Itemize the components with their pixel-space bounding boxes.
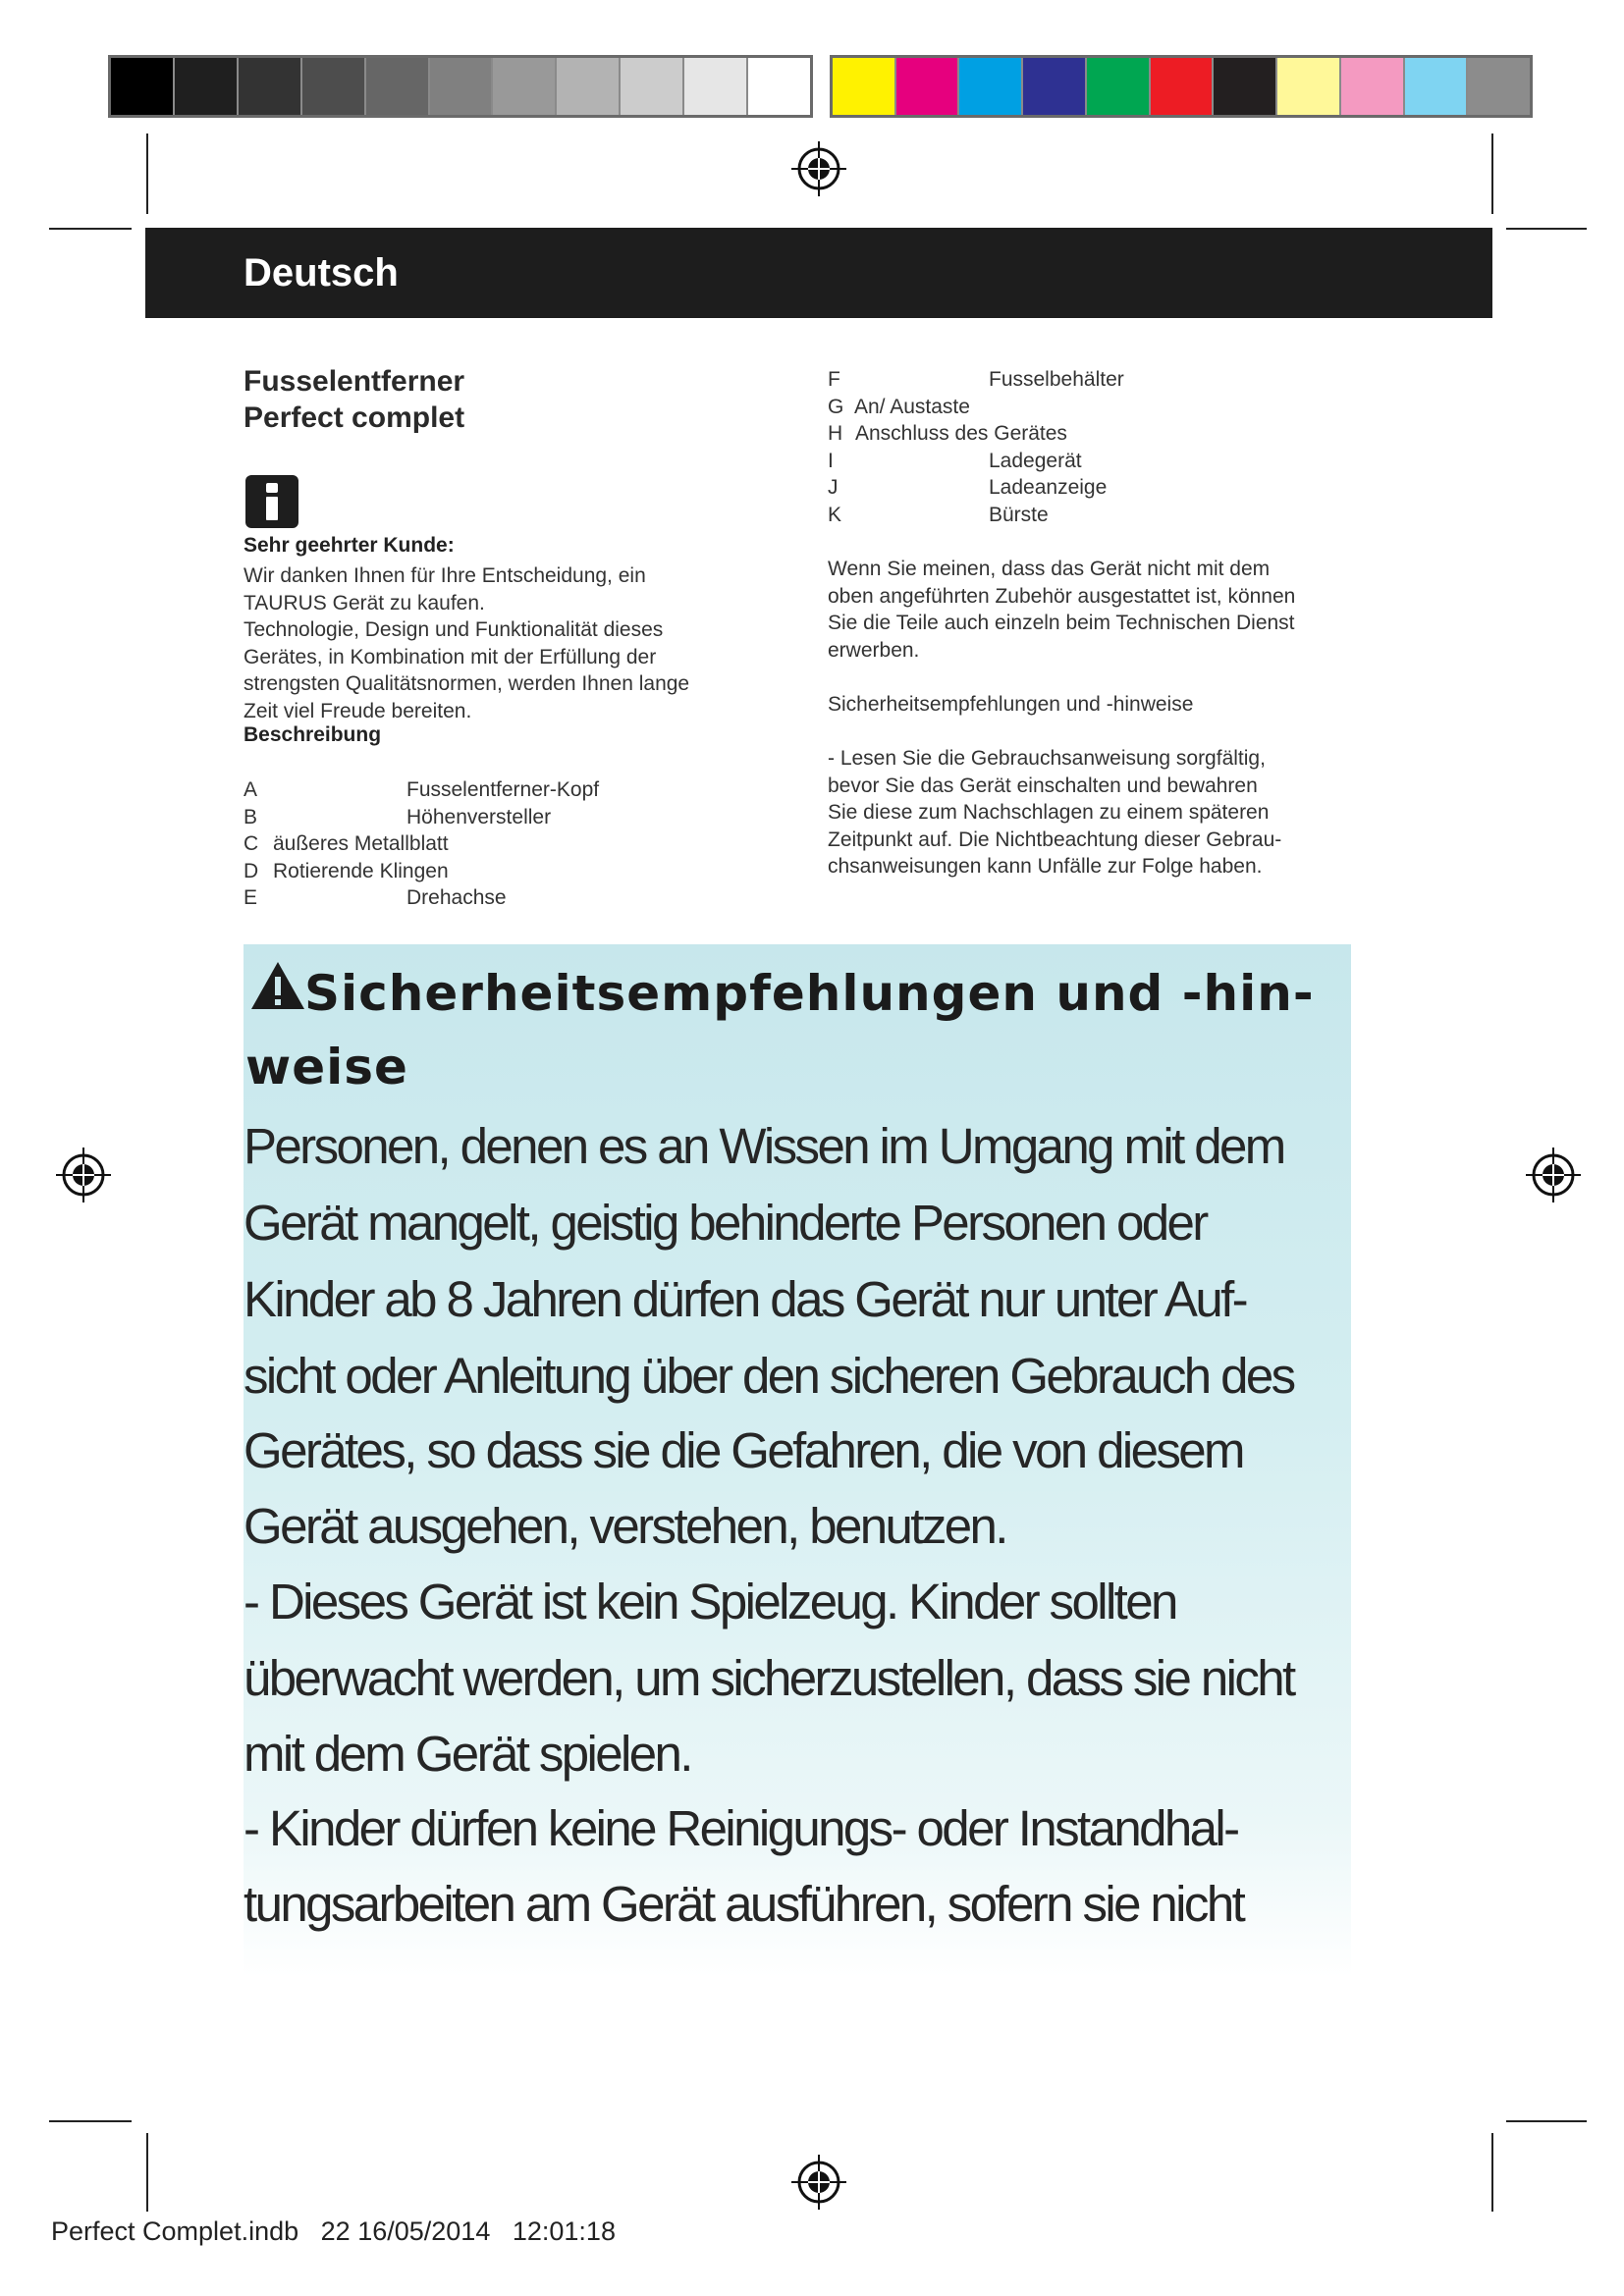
part-label: Höhenversteller xyxy=(406,806,552,828)
panel-line: Gerätes, so dass sie die Gefahren, die von diesem xyxy=(244,1422,1243,1478)
slug-file: Perfect Complet.indb xyxy=(51,2216,299,2246)
intro-line: Gerätes, in Kombination mit der Erfüllung der xyxy=(244,645,657,668)
intro-line: TAURUS Gerät zu kaufen. xyxy=(244,591,485,614)
process-color-bar xyxy=(830,55,1533,118)
accessory-note xyxy=(828,556,1295,664)
panel-line: - Kinder dürfen keine Reinigungs- oder Instandhal- xyxy=(244,1800,1238,1856)
grayscale-swatch xyxy=(621,58,684,115)
safety-line: Sie diese zum Nachschlagen zu einem späteren xyxy=(828,801,1270,824)
process-swatch xyxy=(1151,58,1215,115)
part-label: Rotierende Klingen xyxy=(273,860,449,882)
print-slug xyxy=(51,2216,616,2247)
part-label: Ladegerät xyxy=(989,450,1082,472)
intro-line: Zeit viel Freude bereiten. xyxy=(244,699,472,722)
registration-mark-bottom-icon xyxy=(791,2155,846,2210)
crop-mark-top-left-h xyxy=(49,228,132,230)
crop-mark-bottom-right-v xyxy=(1491,2133,1493,2212)
grayscale-swatch xyxy=(430,58,494,115)
part-key: C xyxy=(244,832,259,855)
panel-heading-line2: weise xyxy=(245,1039,408,1095)
process-swatch xyxy=(1087,58,1151,115)
part-key: G xyxy=(828,396,844,418)
process-swatch xyxy=(896,58,960,115)
process-swatch xyxy=(959,58,1023,115)
crop-mark-bottom-right-h xyxy=(1506,2120,1587,2122)
panel-line: Gerät ausgehen, verstehen, benutzen. xyxy=(244,1498,1006,1554)
panel-line: - Dieses Gerät ist kein Spielzeug. Kinder sollten xyxy=(244,1574,1176,1629)
registration-mark-right-icon xyxy=(1526,1148,1581,1202)
info-icon xyxy=(245,475,298,528)
note-line: erwerben. xyxy=(828,638,920,662)
crop-mark-bottom-left-v xyxy=(146,2133,148,2212)
grayscale-swatch xyxy=(175,58,239,115)
part-key: D xyxy=(244,860,259,882)
grayscale-swatch xyxy=(684,58,748,115)
part-label: äußeres Metallblatt xyxy=(273,832,449,855)
safety-line: Zeitpunkt auf. Die Nichtbeachtung dieser Gebrau- xyxy=(828,828,1282,851)
part-label: An/ Austaste xyxy=(854,396,970,418)
note-line: Wenn Sie meinen, dass das Gerät nicht mit dem xyxy=(828,558,1271,580)
part-key: A xyxy=(244,778,258,801)
note-line: oben angeführten Zubehör ausgestattet ist, können xyxy=(828,584,1296,608)
part-label: Anschluss des Gerätes xyxy=(855,422,1067,445)
safety-small-heading: Sicherheitsempfehlungen und -hinweise xyxy=(828,693,1194,716)
language-title: Deutsch xyxy=(244,251,399,294)
safety-line: - Lesen Sie die Gebrauchsanweisung sorgfältig, xyxy=(828,747,1266,770)
intro-text xyxy=(244,562,689,724)
grayscale-color-bar xyxy=(108,55,813,118)
panel-line: tungsarbeiten am Gerät ausführen, sofern sie nicht xyxy=(244,1876,1244,1932)
panel-line: sicht oder Anleitung über den sicheren Gebrauch des xyxy=(244,1348,1294,1404)
process-swatch xyxy=(1277,58,1341,115)
grayscale-swatch xyxy=(493,58,557,115)
part-label: Bürste xyxy=(989,504,1049,526)
panel-line: mit dem Gerät spielen. xyxy=(244,1726,691,1782)
grayscale-swatch xyxy=(302,58,366,115)
intro-line: Wir danken Ihnen für Ihre Entscheidung, ein xyxy=(244,564,646,587)
warning-triangle-icon xyxy=(249,960,306,1011)
intro-line: Technologie, Design und Funktionalität dieses xyxy=(244,618,664,641)
part-key: E xyxy=(244,886,258,909)
greeting: Sehr geehrter Kunde: xyxy=(244,534,455,557)
process-swatch xyxy=(1341,58,1405,115)
slug-date: 16/05/2014 xyxy=(357,2216,491,2246)
process-swatch xyxy=(1023,58,1087,115)
process-swatch xyxy=(1214,58,1277,115)
safety-small-text xyxy=(828,745,1281,881)
panel-line: Kinder ab 8 Jahren dürfen das Gerät nur unter Auf- xyxy=(244,1271,1247,1327)
safety-line: chsanweisungen kann Unfälle zur Folge haben. xyxy=(828,855,1263,878)
process-swatch xyxy=(833,58,896,115)
registration-mark-top-icon xyxy=(791,141,846,196)
product-title-line1: Fusselentferner xyxy=(244,365,465,398)
crop-mark-top-left-v xyxy=(146,133,148,214)
part-key: B xyxy=(244,806,258,828)
part-label: Drehachse xyxy=(406,886,507,909)
slug-time: 12:01:18 xyxy=(512,2216,616,2246)
part-label: Fusselbehälter xyxy=(989,368,1124,391)
part-key: F xyxy=(828,368,840,391)
description-heading: Beschreibung xyxy=(244,723,382,746)
part-key: J xyxy=(828,476,839,499)
grayscale-swatch xyxy=(239,58,302,115)
grayscale-swatch xyxy=(748,58,810,115)
panel-line: Gerät mangelt, geistig behinderte Personen oder xyxy=(244,1195,1207,1251)
process-swatch xyxy=(1468,58,1530,115)
part-key: H xyxy=(828,422,843,445)
grayscale-swatch xyxy=(557,58,621,115)
intro-line: strengsten Qualitätsnormen, werden Ihnen lange xyxy=(244,672,690,695)
part-key: K xyxy=(828,504,842,526)
language-header-band xyxy=(145,228,1492,318)
panel-line: überwacht werden, um sicherzustellen, dass sie nicht xyxy=(244,1650,1294,1706)
process-swatch xyxy=(1405,58,1469,115)
crop-mark-bottom-left-h xyxy=(49,2120,132,2122)
panel-heading-line1: Sicherheitsempfehlungen und -hin- xyxy=(304,965,1315,1022)
part-key: I xyxy=(828,450,834,472)
product-title-line2: Perfect complet xyxy=(244,401,465,434)
safety-line: bevor Sie das Gerät einschalten und bewahren xyxy=(828,774,1258,797)
crop-mark-top-right-h xyxy=(1506,228,1587,230)
part-label: Ladeanzeige xyxy=(989,476,1108,499)
slug-page: 22 xyxy=(320,2216,351,2246)
crop-mark-top-right-v xyxy=(1491,133,1493,214)
panel-line: Personen, denen es an Wissen im Umgang mit dem xyxy=(244,1118,1284,1174)
part-label: Fusselentferner-Kopf xyxy=(406,778,600,801)
note-line: Sie die Teile auch einzeln beim Technischen Dienst xyxy=(828,612,1295,634)
grayscale-swatch xyxy=(366,58,430,115)
registration-mark-left-icon xyxy=(56,1148,111,1202)
grayscale-swatch xyxy=(111,58,175,115)
